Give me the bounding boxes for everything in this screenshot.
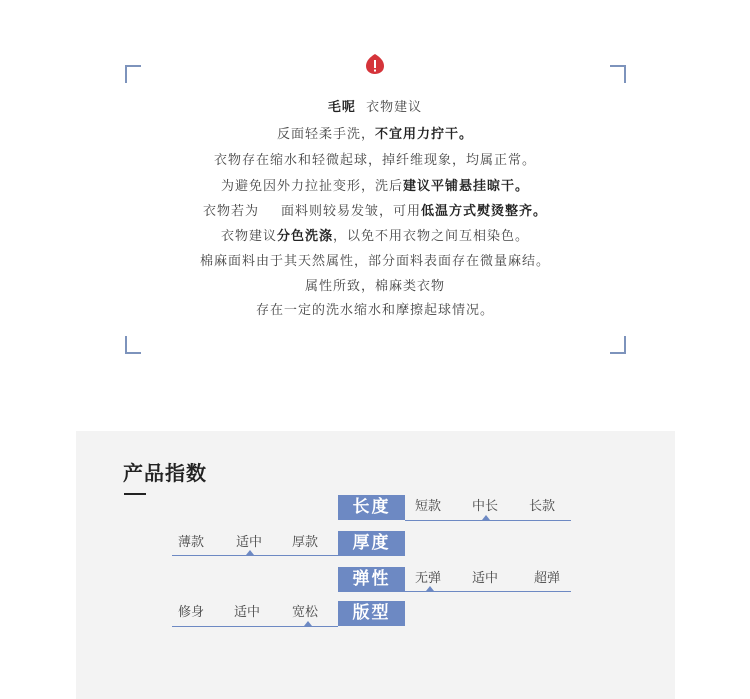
care-line-5-text-a: 衣物若为 [202, 204, 259, 219]
title-underline [124, 493, 146, 495]
care-line-5-text-b: 面料则较易发皱，可用 [280, 204, 421, 219]
care-line-4 [100, 178, 650, 196]
care-line-3 [100, 152, 650, 170]
care-line-7-text: 棉麻面料由于其天然属性，部分面料表面存在微量麻结。 [199, 254, 550, 269]
index-rule-thickness [172, 555, 338, 556]
warning-icon [365, 53, 385, 75]
care-line-6-text-b: ，以免不用衣物之间互相染色。 [333, 229, 530, 244]
index-option-fit-1: 修身 [178, 605, 205, 620]
index-label-elasticity: 弹性 [338, 567, 405, 592]
index-rule-fit [172, 626, 338, 627]
index-marker-elasticity [426, 586, 434, 591]
care-line-8-text: 属性所致，棉麻类衣物 [304, 279, 445, 294]
index-option-thickness-2: 适中 [236, 535, 263, 550]
index-option-elasticity-2: 适中 [472, 571, 499, 586]
care-line-4-emphasis: 建议平铺悬挂晾干。 [403, 179, 530, 194]
index-option-fit-2: 适中 [234, 605, 261, 620]
index-option-elasticity-3: 超弹 [534, 571, 561, 586]
care-line-2-text: 反面轻柔手洗， [276, 127, 375, 142]
care-line-4-text: 为避免因外力拉扯变形，洗后 [220, 179, 403, 194]
index-option-elasticity-1: 无弹 [415, 571, 442, 586]
index-option-length-2: 中长 [472, 499, 499, 514]
care-line-7 [100, 253, 650, 271]
care-line-6 [100, 228, 650, 246]
index-rule-length [405, 520, 571, 521]
care-line-1-heading: 毛呢 [327, 100, 356, 115]
index-rule-elasticity [405, 591, 571, 592]
index-label-fit: 版型 [338, 601, 405, 626]
frame-corner-bottom-left [125, 336, 141, 354]
index-label-length: 长度 [338, 495, 405, 520]
index-marker-thickness [246, 550, 254, 555]
frame-corner-top-left [125, 65, 141, 83]
care-line-2 [100, 126, 650, 144]
care-line-5-emphasis: 低温方式熨烫整齐。 [421, 204, 548, 219]
index-label-thickness: 厚度 [338, 531, 405, 556]
care-line-5 [100, 203, 650, 221]
care-line-9-text: 存在一定的洗水缩水和摩擦起球情况。 [255, 303, 494, 318]
care-line-3-text: 衣物存在缩水和轻微起球，掉纤维现象，均属正常。 [213, 153, 536, 168]
index-marker-length [482, 515, 490, 520]
index-option-fit-3: 宽松 [292, 605, 319, 620]
product-index-panel [76, 431, 675, 699]
index-option-thickness-1: 薄款 [178, 535, 205, 550]
product-index-title: 产品指数 [123, 461, 207, 485]
care-line-1-text: 衣物建议 [366, 100, 423, 115]
care-line-6-text-a: 衣物建议 [220, 229, 277, 244]
index-option-thickness-3: 厚款 [292, 535, 319, 550]
index-option-length-1: 短款 [415, 499, 442, 514]
care-line-2-emphasis: 不宜用力拧干。 [375, 127, 474, 142]
care-line-1 [100, 99, 650, 117]
care-line-6-emphasis: 分色洗涤 [276, 229, 333, 244]
index-option-length-3: 长款 [529, 499, 556, 514]
frame-corner-bottom-right [610, 336, 626, 354]
index-marker-fit [304, 621, 312, 626]
care-line-8 [100, 278, 650, 296]
care-line-9 [100, 302, 650, 320]
frame-corner-top-right [610, 65, 626, 83]
